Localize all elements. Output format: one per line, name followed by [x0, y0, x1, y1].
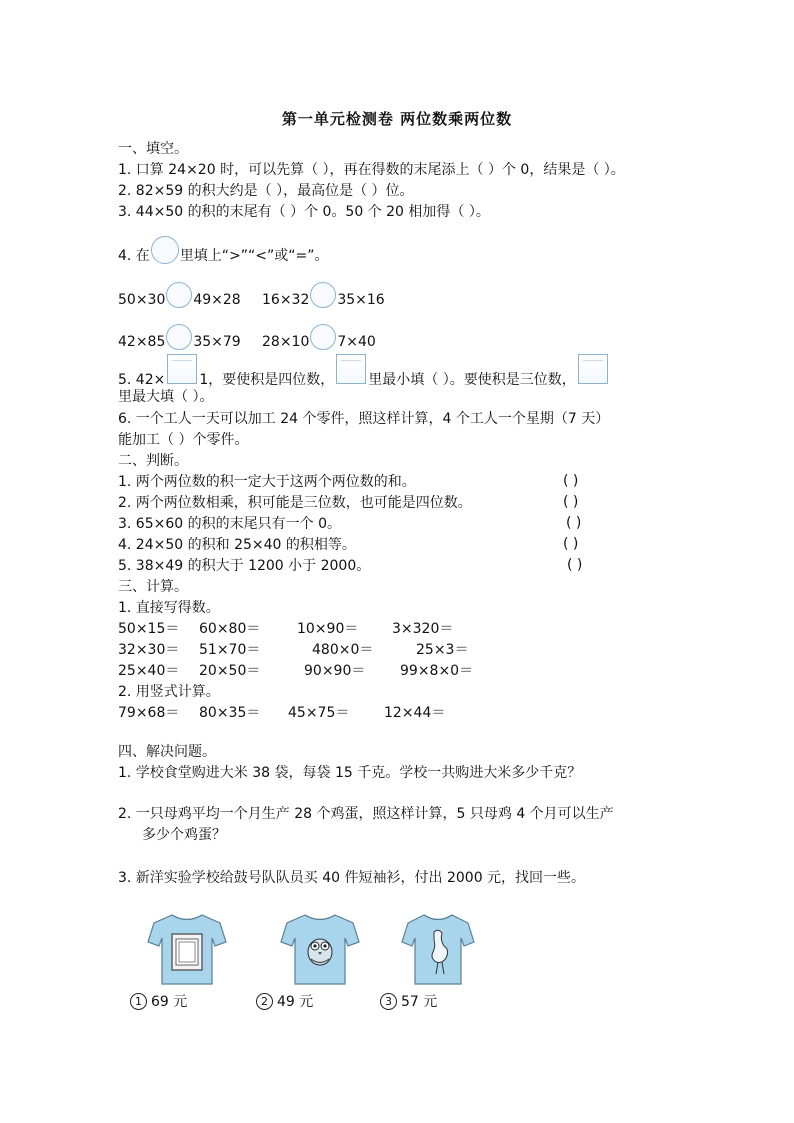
s4-q3: 3. 新洋实验学校给鼓号队队员买 40 件短袖衫，付出 2000 元，找回一些。: [118, 870, 586, 886]
s1-q1: 1. 口算 24×20 时，可以先算（ ），再在得数的末尾添上（ ）个 0，结果是（ ）。: [118, 162, 625, 178]
answer-circle[interactable]: [310, 324, 336, 350]
s1-q5-part: 1，要使积是四位数，: [199, 372, 335, 388]
judge-paren[interactable]: ( ): [567, 557, 583, 573]
price-label: 69 元: [151, 994, 188, 1010]
s1-q3: 3. 44×50 的积的末尾有（ ）个 0。50 个 20 相加得（ ）。: [118, 204, 490, 220]
s1-q6-line2: 能加工（ ）个零件。: [118, 432, 249, 448]
calc-item: 25×40＝: [118, 663, 180, 679]
s1-q6-line1: 6. 一个工人一天可以加工 24 个零件，照这样计算，4 个工人一个星期（7 天）: [118, 411, 610, 427]
s1-q2: 2. 82×59 的积大约是（ ），最高位是（ ）位。: [118, 183, 414, 199]
calc-item: 90×90＝: [304, 663, 366, 679]
circled-number: 2: [256, 993, 273, 1010]
compare-left: 42×85: [118, 334, 166, 350]
s1-q4-prefix: 4. 在: [118, 248, 150, 264]
compare-right: 35×79: [193, 334, 241, 350]
compare-right: 7×40: [337, 334, 376, 350]
judge-item: 4. 24×50 的积和 25×40 的积相等。: [118, 537, 356, 553]
shirt-price-2: [256, 993, 313, 1011]
calc-item: 20×50＝: [199, 663, 261, 679]
calc-item: 12×44＝: [384, 705, 446, 721]
s4-q2-line1: 2. 一只母鸡平均一个月生产 28 个鸡蛋，照这样计算，5 只母鸡 4 个月可以生产: [118, 806, 614, 822]
calc-item: 45×75＝: [288, 705, 350, 721]
calc-item: 3×320＝: [392, 621, 454, 637]
compare-left: 16×32: [262, 292, 310, 308]
calc-item: 80×35＝: [199, 705, 261, 721]
section4-heading: 四、解决问题。: [118, 744, 216, 760]
answer-circle[interactable]: [166, 282, 192, 308]
s1-q4: [118, 236, 329, 265]
compare-right: 35×16: [337, 292, 385, 308]
circled-number: 3: [380, 993, 397, 1010]
calc-item: 50×15＝: [118, 621, 180, 637]
page-title: 第一单元检测卷 两位数乘两位数: [281, 110, 513, 128]
compare-item: [262, 324, 376, 351]
tshirt-2-icon: [279, 912, 361, 986]
section3-heading: 三、计算。: [118, 579, 188, 595]
calc-item: 60×80＝: [199, 621, 261, 637]
answer-circle[interactable]: [166, 324, 192, 350]
calc-item: 51×70＝: [199, 642, 261, 658]
tshirt-3-icon: [400, 912, 476, 986]
s4-q1: 1. 学校食堂购进大米 38 袋，每袋 15 千克。学校一共购进大米多少千克？: [118, 765, 582, 781]
calc-item: 32×30＝: [118, 642, 180, 658]
compare-circle-icon: [151, 236, 179, 264]
s1-q5-part: 5. 42×: [118, 372, 166, 388]
judge-item: 5. 38×49 的积大于 1200 小于 2000。: [118, 558, 371, 574]
compare-item: [118, 282, 241, 309]
section1-heading: 一、填空。: [118, 141, 188, 157]
s1-q5-cont: 里最大填（ ）。: [118, 389, 214, 405]
judge-paren[interactable]: ( ): [563, 536, 579, 552]
calc-item: 10×90＝: [297, 621, 359, 637]
calc-item: 480×0＝: [312, 642, 374, 658]
answer-box[interactable]: [578, 354, 608, 384]
price-label: 49 元: [277, 994, 314, 1010]
s1-q4-suffix: 里填上“>”“<”或“=”。: [179, 248, 329, 264]
shirt-price-1: [130, 993, 187, 1011]
calc-item: 99×8×0＝: [400, 663, 474, 679]
judge-paren[interactable]: ( ): [563, 473, 579, 489]
s4-q2-line2: 多少个鸡蛋？: [142, 827, 226, 843]
compare-left: 50×30: [118, 292, 166, 308]
calc-item: 79×68＝: [118, 705, 180, 721]
compare-left: 28×10: [262, 334, 310, 350]
s1-q5-part: 里最小填（ ）。要使积是三位数，: [368, 372, 576, 388]
answer-circle[interactable]: [310, 282, 336, 308]
compare-right: 49×28: [193, 292, 241, 308]
tshirt-1-icon: [146, 912, 228, 986]
circled-number: 1: [130, 993, 147, 1010]
judge-paren[interactable]: ( ): [566, 515, 582, 531]
compare-item: [118, 324, 241, 351]
judge-paren[interactable]: ( ): [563, 494, 579, 510]
answer-box[interactable]: [167, 354, 197, 384]
judge-item: 3. 65×60 的积的末尾只有一个 0。: [118, 516, 341, 532]
judge-item: 1. 两个两位数的积一定大于这两个两位数的和。: [118, 474, 416, 490]
s3-sub1: 1. 直接写得数。: [118, 600, 220, 616]
s3-sub2: 2. 用竖式计算。: [118, 684, 220, 700]
answer-box[interactable]: [336, 354, 366, 384]
calc-item: 25×3＝: [416, 642, 469, 658]
compare-item: [262, 282, 385, 309]
shirt-price-3: [380, 993, 437, 1011]
judge-item: 2. 两个两位数相乘，积可能是三位数，也可能是四位数。: [118, 495, 472, 511]
price-label: 57 元: [401, 994, 438, 1010]
section2-heading: 二、判断。: [118, 453, 188, 469]
